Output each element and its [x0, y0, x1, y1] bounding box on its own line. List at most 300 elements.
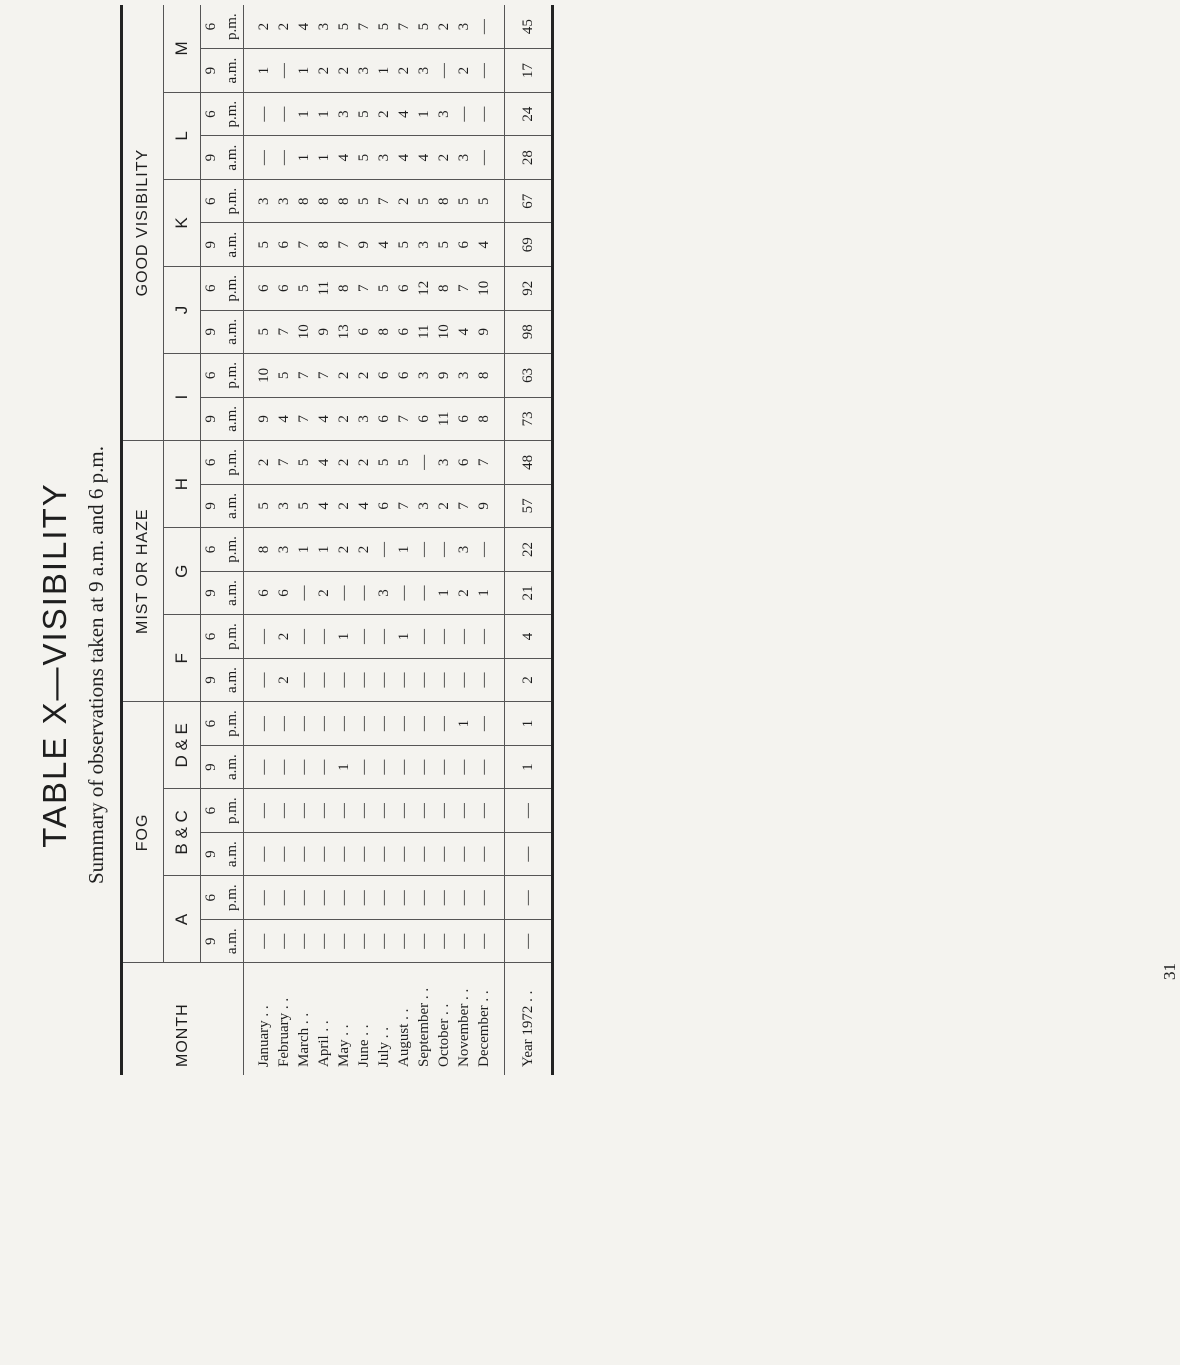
value-cell: 4 — [314, 397, 334, 441]
value-cell: 7 — [394, 484, 414, 528]
month-cell: July . . — [375, 1026, 392, 1067]
value-cell: 8 — [334, 179, 354, 223]
header-hour-row — [201, 5, 222, 1075]
value-cell: 2 — [334, 354, 354, 398]
value-cell: — — [334, 832, 354, 876]
value-cell: 2 — [354, 528, 374, 572]
value-cell: — — [274, 919, 294, 963]
value-cell: — — [434, 49, 454, 93]
hour-header: 6 — [201, 789, 222, 833]
value-cell: 3 — [414, 484, 434, 528]
value-cell: — — [374, 876, 394, 920]
value-cell: 3 — [354, 397, 374, 441]
value-cell: 4 — [474, 223, 505, 267]
value-cell: — — [414, 615, 434, 659]
value-cell: — — [314, 832, 334, 876]
value-cell: 1 — [414, 92, 434, 136]
value-cell: — — [274, 136, 294, 180]
value-cell: — — [414, 441, 434, 485]
value-cell: 5 — [354, 92, 374, 136]
value-cell: — — [454, 92, 474, 136]
value-cell: — — [244, 919, 275, 963]
visibility-table — [120, 5, 554, 1075]
value-cell: 4 — [394, 136, 414, 180]
hour-header: 9 — [201, 658, 222, 702]
value-cell: 8 — [374, 310, 394, 354]
ampm-header: p.m. — [221, 876, 244, 920]
value-cell: 2 — [454, 571, 474, 615]
value-cell: 5 — [274, 354, 294, 398]
group-header-good: GOOD VISIBILITY — [122, 5, 164, 441]
total-cell: 98 — [505, 310, 553, 354]
value-cell: 2 — [334, 49, 354, 93]
table-row — [454, 5, 474, 1075]
value-cell: 2 — [314, 571, 334, 615]
value-cell: 8 — [434, 267, 454, 311]
total-cell: 69 — [505, 223, 553, 267]
letter-header: L — [164, 92, 201, 179]
ampm-header: p.m. — [221, 528, 244, 572]
value-cell: — — [244, 615, 275, 659]
value-cell: 4 — [274, 397, 294, 441]
value-cell: 6 — [394, 310, 414, 354]
value-cell: — — [414, 702, 434, 746]
value-cell: 3 — [414, 354, 434, 398]
ampm-header: a.m. — [221, 832, 244, 876]
value-cell: 5 — [474, 179, 505, 223]
ampm-header: p.m. — [221, 615, 244, 659]
value-cell: 5 — [294, 484, 314, 528]
value-cell: — — [294, 832, 314, 876]
total-cell: 1 — [505, 745, 553, 789]
month-cell: May . . — [335, 1024, 352, 1067]
value-cell: 6 — [274, 267, 294, 311]
ampm-header: a.m. — [221, 919, 244, 963]
value-cell: — — [434, 876, 454, 920]
value-cell: 2 — [334, 397, 354, 441]
total-cell: 57 — [505, 484, 553, 528]
month-cell: September . . — [415, 987, 432, 1067]
value-cell: — — [314, 919, 334, 963]
value-cell: 2 — [434, 136, 454, 180]
value-cell: 5 — [294, 267, 314, 311]
value-cell: 5 — [414, 5, 434, 49]
value-cell: 2 — [244, 5, 275, 49]
month-cell: February . . — [275, 997, 292, 1067]
value-cell: 2 — [334, 528, 354, 572]
total-cell: 4 — [505, 615, 553, 659]
value-cell: — — [474, 658, 505, 702]
value-cell: 5 — [394, 441, 414, 485]
value-cell: 1 — [314, 528, 334, 572]
value-cell: 1 — [294, 528, 314, 572]
value-cell: — — [274, 92, 294, 136]
month-cell: March . . — [295, 1012, 312, 1067]
value-cell: 5 — [294, 441, 314, 485]
value-cell: 10 — [474, 267, 505, 311]
value-cell: — — [244, 658, 275, 702]
ampm-header: a.m. — [221, 223, 244, 267]
value-cell: — — [274, 745, 294, 789]
hour-header: 6 — [201, 441, 222, 485]
value-cell: 9 — [354, 223, 374, 267]
value-cell: 1 — [434, 571, 454, 615]
value-cell: — — [314, 702, 334, 746]
ampm-header: a.m. — [221, 658, 244, 702]
value-cell: — — [244, 136, 275, 180]
value-cell: 4 — [394, 92, 414, 136]
value-cell: — — [474, 5, 505, 49]
value-cell: — — [274, 832, 294, 876]
total-cell: 24 — [505, 92, 553, 136]
hour-header: 6 — [201, 179, 222, 223]
value-cell: 5 — [374, 5, 394, 49]
hour-header: 9 — [201, 919, 222, 963]
value-cell: — — [374, 528, 394, 572]
table-row — [294, 5, 314, 1075]
value-cell: 8 — [434, 179, 454, 223]
total-cell: — — [505, 919, 553, 963]
total-cell: 67 — [505, 179, 553, 223]
value-cell: 3 — [454, 528, 474, 572]
table-body — [244, 5, 553, 1075]
value-cell: 7 — [294, 223, 314, 267]
value-cell: 10 — [434, 310, 454, 354]
value-cell: — — [294, 658, 314, 702]
ampm-header: p.m. — [221, 702, 244, 746]
value-cell: 6 — [374, 484, 394, 528]
month-cell: December . . — [474, 963, 505, 1075]
value-cell: 3 — [454, 5, 474, 49]
value-cell: 7 — [334, 223, 354, 267]
value-cell: — — [274, 49, 294, 93]
value-cell: 2 — [274, 615, 294, 659]
header-ampm-row — [221, 5, 244, 1075]
value-cell: 9 — [474, 310, 505, 354]
value-cell: 1 — [294, 92, 314, 136]
value-cell: — — [244, 745, 275, 789]
total-cell: 48 — [505, 441, 553, 485]
total-cell: 1 — [505, 702, 553, 746]
value-cell: 1 — [314, 92, 334, 136]
value-cell: 5 — [414, 179, 434, 223]
value-cell: 6 — [354, 310, 374, 354]
value-cell: 3 — [354, 49, 374, 93]
value-cell: 4 — [314, 441, 334, 485]
value-cell: — — [454, 789, 474, 833]
hour-header: 6 — [201, 615, 222, 659]
value-cell: 8 — [314, 179, 334, 223]
value-cell: 3 — [414, 223, 434, 267]
letter-header: G — [164, 528, 201, 615]
value-cell: 8 — [294, 179, 314, 223]
value-cell: 5 — [394, 223, 414, 267]
letter-header: I — [164, 354, 201, 441]
value-cell: 9 — [244, 397, 275, 441]
value-cell: 3 — [454, 136, 474, 180]
value-cell: 8 — [474, 397, 505, 441]
hour-header: 9 — [201, 571, 222, 615]
value-cell: — — [244, 832, 275, 876]
hour-header: 9 — [201, 310, 222, 354]
page-number: 31 — [1160, 963, 1179, 980]
value-cell: 2 — [434, 5, 454, 49]
ampm-header: a.m. — [221, 571, 244, 615]
table-row — [314, 5, 334, 1075]
value-cell: 7 — [454, 484, 474, 528]
table-row — [374, 5, 394, 1075]
value-cell: 3 — [244, 179, 275, 223]
value-cell: 5 — [374, 267, 394, 311]
hour-header: 6 — [201, 702, 222, 746]
ampm-header: p.m. — [221, 179, 244, 223]
ampm-header: p.m. — [221, 267, 244, 311]
value-cell: — — [374, 919, 394, 963]
value-cell: 3 — [434, 441, 454, 485]
value-cell: 2 — [334, 441, 354, 485]
total-cell: — — [505, 832, 553, 876]
value-cell: 3 — [414, 49, 434, 93]
table-row — [244, 5, 275, 1075]
value-cell: — — [374, 789, 394, 833]
value-cell: 7 — [474, 441, 505, 485]
value-cell: 5 — [434, 223, 454, 267]
value-cell: — — [334, 658, 354, 702]
total-cell: 45 — [505, 5, 553, 49]
value-cell: 1 — [334, 615, 354, 659]
value-cell: — — [354, 876, 374, 920]
value-cell: 6 — [454, 397, 474, 441]
table-row — [394, 5, 414, 1075]
value-cell: 2 — [334, 484, 354, 528]
value-cell: — — [414, 528, 434, 572]
value-cell: — — [454, 832, 474, 876]
value-cell: 3 — [274, 528, 294, 572]
value-cell: — — [474, 832, 505, 876]
value-cell: 5 — [374, 441, 394, 485]
month-cell: August . . — [395, 1008, 412, 1067]
value-cell: — — [374, 832, 394, 876]
value-cell: 3 — [374, 571, 394, 615]
total-cell: — — [505, 876, 553, 920]
value-cell: 4 — [314, 484, 334, 528]
value-cell: 1 — [394, 615, 414, 659]
header-group-row — [122, 5, 164, 1075]
total-cell: 73 — [505, 397, 553, 441]
value-cell: 1 — [394, 528, 414, 572]
value-cell: 1 — [374, 49, 394, 93]
value-cell: — — [414, 919, 434, 963]
value-cell: 1 — [294, 49, 314, 93]
table-title: TABLE X—VISIBILITY — [36, 482, 73, 848]
value-cell: 2 — [394, 179, 414, 223]
value-cell: — — [454, 745, 474, 789]
value-cell: 6 — [454, 223, 474, 267]
value-cell: 11 — [314, 267, 334, 311]
value-cell: — — [474, 876, 505, 920]
value-cell: — — [434, 832, 454, 876]
total-cell: 92 — [505, 267, 553, 311]
value-cell: — — [294, 745, 314, 789]
value-cell: — — [334, 571, 354, 615]
value-cell: 9 — [434, 354, 454, 398]
hour-header: 9 — [201, 397, 222, 441]
ampm-header: a.m. — [221, 310, 244, 354]
letter-header: B & C — [164, 789, 201, 876]
letter-header: A — [164, 876, 201, 963]
table-row — [334, 5, 354, 1075]
value-cell: 4 — [414, 136, 434, 180]
total-cell: 28 — [505, 136, 553, 180]
value-cell: — — [294, 571, 314, 615]
hour-header: 9 — [201, 832, 222, 876]
ampm-header: a.m. — [221, 745, 244, 789]
value-cell: 1 — [454, 702, 474, 746]
value-cell: 3 — [274, 179, 294, 223]
value-cell: — — [294, 615, 314, 659]
value-cell: 2 — [244, 441, 275, 485]
value-cell: 2 — [394, 49, 414, 93]
value-cell: 5 — [244, 310, 275, 354]
value-cell: 7 — [354, 267, 374, 311]
value-cell: 2 — [354, 441, 374, 485]
value-cell: 7 — [394, 397, 414, 441]
value-cell: 5 — [354, 179, 374, 223]
value-cell: 5 — [454, 179, 474, 223]
value-cell: — — [374, 658, 394, 702]
value-cell: — — [244, 92, 275, 136]
month-cell: April . . — [315, 1020, 332, 1067]
group-header-fog: FOG — [122, 702, 164, 963]
table-subtitle: Summary of observations taken at 9 a.m. and 6 p.m. — [84, 446, 108, 884]
value-cell: 4 — [374, 223, 394, 267]
hour-header: 6 — [201, 528, 222, 572]
ampm-header: p.m. — [221, 92, 244, 136]
month-header: MONTH — [122, 963, 244, 1075]
value-cell: — — [294, 876, 314, 920]
value-cell: — — [414, 571, 434, 615]
ampm-header: a.m. — [221, 136, 244, 180]
value-cell: 7 — [274, 441, 294, 485]
total-row — [505, 5, 553, 1075]
value-cell: 2 — [454, 49, 474, 93]
value-cell: — — [334, 919, 354, 963]
value-cell: — — [414, 876, 434, 920]
table-row — [474, 5, 505, 1075]
value-cell: 3 — [334, 92, 354, 136]
value-cell: — — [354, 789, 374, 833]
total-cell: 63 — [505, 354, 553, 398]
value-cell: — — [354, 919, 374, 963]
value-cell: 7 — [314, 354, 334, 398]
value-cell: 2 — [274, 658, 294, 702]
value-cell: — — [274, 702, 294, 746]
value-cell: 4 — [294, 5, 314, 49]
hour-header: 6 — [201, 354, 222, 398]
value-cell: — — [434, 789, 454, 833]
value-cell: 11 — [434, 397, 454, 441]
value-cell: — — [454, 615, 474, 659]
ampm-header: p.m. — [221, 354, 244, 398]
total-cell: 2 — [505, 658, 553, 702]
value-cell: — — [414, 789, 434, 833]
month-cell: October . . — [435, 1003, 452, 1067]
value-cell: — — [294, 919, 314, 963]
value-cell: 10 — [244, 354, 275, 398]
value-cell: — — [454, 658, 474, 702]
value-cell: 8 — [334, 267, 354, 311]
value-cell: — — [334, 702, 354, 746]
value-cell: — — [354, 702, 374, 746]
value-cell: 1 — [294, 136, 314, 180]
total-label: Year 1972 . . — [505, 963, 553, 1075]
value-cell: 8 — [244, 528, 275, 572]
ampm-header: p.m. — [221, 5, 244, 49]
value-cell: 1 — [244, 49, 275, 93]
value-cell: — — [394, 876, 414, 920]
value-cell: — — [474, 49, 505, 93]
value-cell: 6 — [374, 397, 394, 441]
month-cell: January . . — [255, 1005, 272, 1067]
table-row — [274, 5, 294, 1075]
total-cell: — — [505, 789, 553, 833]
value-cell: — — [354, 832, 374, 876]
value-cell: 6 — [374, 354, 394, 398]
value-cell: 4 — [334, 136, 354, 180]
value-cell: — — [244, 702, 275, 746]
value-cell: — — [374, 615, 394, 659]
letter-header: D & E — [164, 702, 201, 789]
value-cell: — — [414, 658, 434, 702]
value-cell: 8 — [314, 223, 334, 267]
value-cell: 13 — [334, 310, 354, 354]
value-cell: 6 — [274, 571, 294, 615]
ampm-header: p.m. — [221, 789, 244, 833]
group-header-mist: MIST OR HAZE — [122, 441, 164, 702]
value-cell: — — [354, 658, 374, 702]
value-cell: — — [274, 789, 294, 833]
value-cell: — — [434, 702, 454, 746]
ampm-header: a.m. — [221, 484, 244, 528]
value-cell: 9 — [474, 484, 505, 528]
hour-header: 9 — [201, 136, 222, 180]
value-cell: 4 — [354, 484, 374, 528]
value-cell: — — [474, 789, 505, 833]
value-cell: 5 — [244, 484, 275, 528]
value-cell: — — [474, 136, 505, 180]
value-cell: 5 — [244, 223, 275, 267]
hour-header: 9 — [201, 223, 222, 267]
month-cell: November . . — [455, 988, 472, 1067]
value-cell: — — [274, 876, 294, 920]
value-cell: — — [244, 876, 275, 920]
value-cell: — — [354, 571, 374, 615]
value-cell: — — [394, 658, 414, 702]
value-cell: — — [394, 745, 414, 789]
value-cell: 2 — [274, 5, 294, 49]
value-cell: 6 — [394, 354, 414, 398]
value-cell: 7 — [274, 310, 294, 354]
hour-header: 6 — [201, 92, 222, 136]
letter-header: H — [164, 441, 201, 528]
value-cell: 1 — [474, 571, 505, 615]
letter-header: M — [164, 5, 201, 92]
value-cell: 5 — [354, 136, 374, 180]
value-cell: — — [314, 658, 334, 702]
value-cell: 1 — [314, 136, 334, 180]
value-cell: 3 — [374, 136, 394, 180]
total-cell: 17 — [505, 49, 553, 93]
